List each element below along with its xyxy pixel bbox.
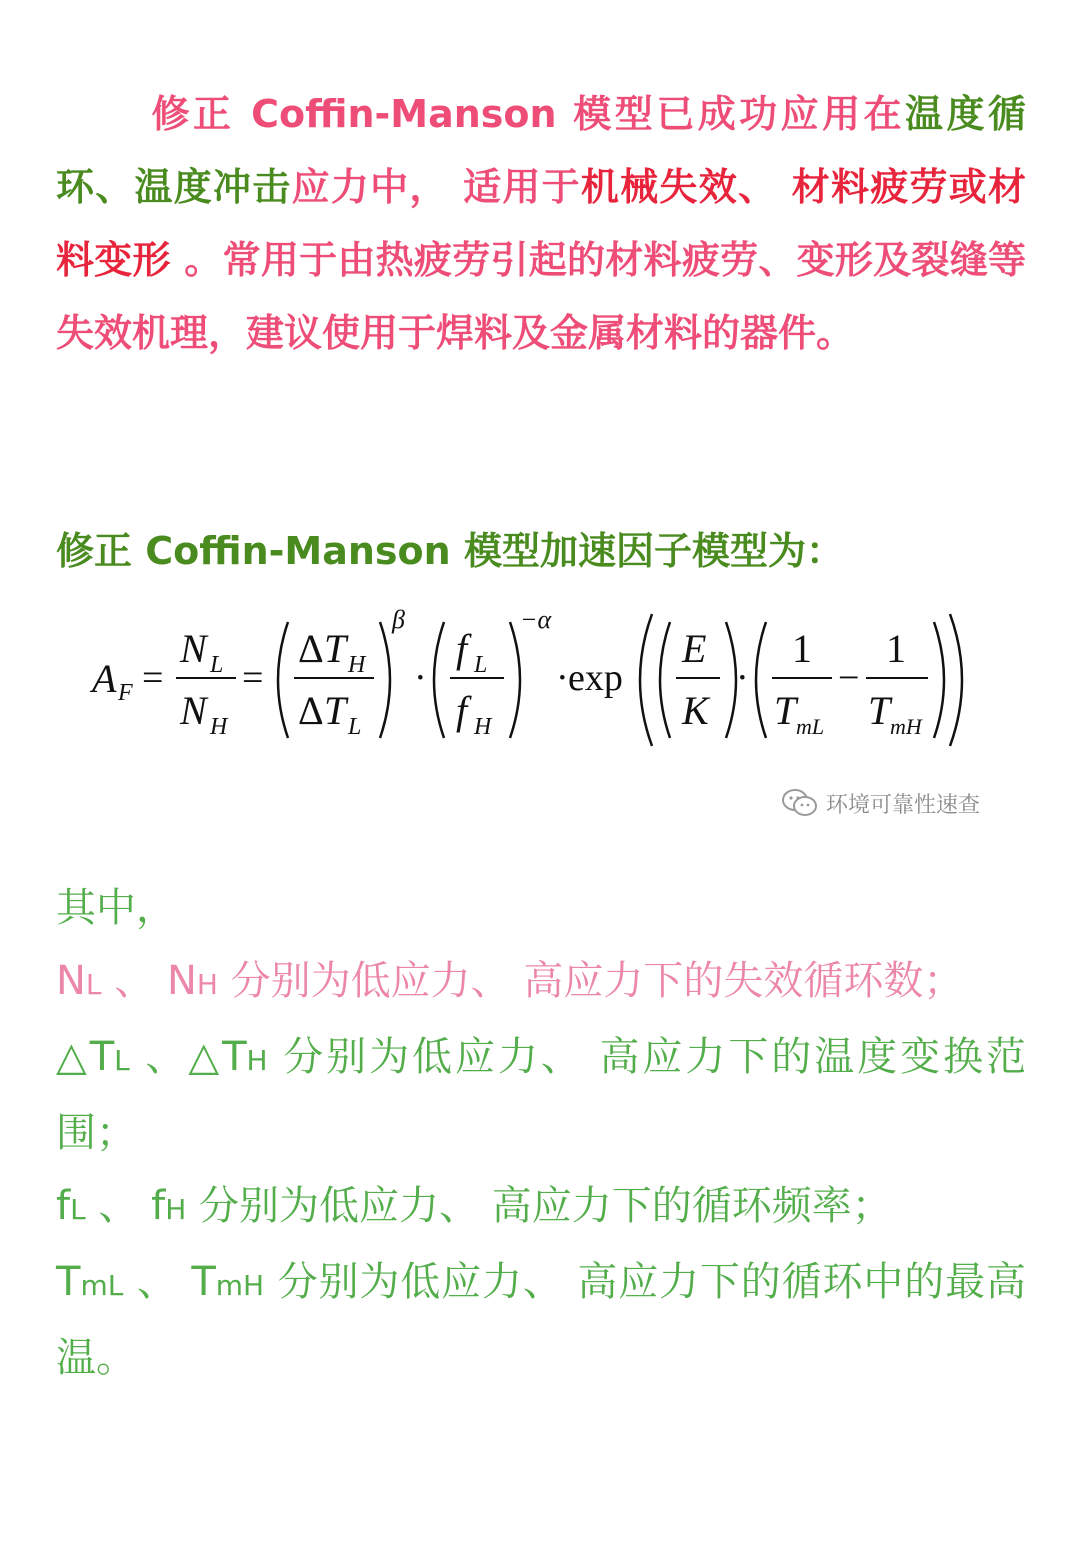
highlight-failure-modes: 机械失效、 材料疲劳或材料变形 <box>56 165 1027 282</box>
formula-one-2: 1 <box>886 626 906 671</box>
watermark-text: 环境可靠性速查 <box>826 792 981 818</box>
formula-E: E <box>682 626 707 671</box>
intro-text: 修正 Coffin-Manson 模型已成功应用在 <box>148 92 906 136</box>
paren-left-1 <box>278 622 288 738</box>
formula-T-bottom: T <box>324 688 347 733</box>
formula-minus: − <box>838 657 860 699</box>
definition-f <box>56 1170 1026 1246</box>
formula-L-sub-top: L <box>210 652 224 678</box>
def-Tm-H-sub: mH <box>215 1269 265 1302</box>
def-Tm-text: 分别为低应力、 高应力下的循环中的最高温。 <box>56 1259 1026 1381</box>
formula-L-sub: L <box>348 714 362 740</box>
formula-T-mH: T <box>868 688 891 733</box>
formula-graphic <box>80 600 980 760</box>
def-Tm-L-sub: mL <box>80 1269 124 1302</box>
formula-H-sub-bottom: H <box>210 714 228 740</box>
def-dT-L: △T <box>56 1034 115 1080</box>
paren-right-2 <box>510 622 520 738</box>
def-N-sep: 、 <box>101 958 167 1004</box>
formula-dot-3: · <box>736 657 749 699</box>
def-N-text: 分别为低应力、 高应力下的失效循环数； <box>217 958 964 1004</box>
def-dT-H-sub: H <box>246 1044 268 1077</box>
formula-exp: exp <box>568 657 623 699</box>
def-dT-text: 分别为低应力、 高应力下的温度变换范围； <box>56 1034 1026 1156</box>
paren-left-3 <box>660 622 670 738</box>
def-f-H: f <box>151 1183 166 1229</box>
formula-mL-sub: mL <box>796 714 825 739</box>
highlight-temperature-cycling: 温度循环、温度冲击 <box>56 92 1026 209</box>
paren-left-2 <box>434 622 444 738</box>
formula-N-top: N <box>180 626 207 671</box>
def-dT-L-sub: L <box>114 1044 130 1077</box>
def-N-H-sub: H <box>196 968 218 1001</box>
definition-N <box>56 945 1026 1021</box>
definition-Tm <box>56 1246 1026 1395</box>
formula-f-bottom: f <box>456 688 468 733</box>
formula-neg-alpha: −α <box>520 605 552 634</box>
formula-equals-1: = <box>142 657 164 699</box>
paren-left-outer <box>640 614 652 746</box>
formula-delta-bottom: Δ <box>298 688 324 733</box>
def-f-H-sub: H <box>165 1193 187 1226</box>
def-Tm-L: T <box>56 1259 81 1305</box>
paren-right-4 <box>934 622 944 738</box>
formula-K: K <box>682 688 709 733</box>
wechat-icon <box>780 787 820 819</box>
formula-one-1: 1 <box>792 626 812 671</box>
formula-dot-2: · <box>556 657 569 699</box>
formula-F-sub: F <box>118 680 133 706</box>
def-f-text: 分别为低应力、 高应力下的循环频率； <box>186 1183 892 1229</box>
intro-paragraph <box>56 78 1026 370</box>
def-Tm-sep: 、 <box>123 1259 192 1305</box>
paren-right-1 <box>380 622 390 738</box>
watermark <box>780 783 980 823</box>
formula-A: A <box>92 656 117 701</box>
def-N-L-sub: L <box>85 968 102 1001</box>
formula-T-top: T <box>324 626 347 671</box>
formula-delta-top: Δ <box>298 626 324 671</box>
formula-dot-1: · <box>414 657 427 699</box>
def-Tm-H: T <box>191 1259 216 1305</box>
def-N-H: N <box>166 958 197 1004</box>
intro-text-2: 应力中， 适用于 <box>291 165 581 209</box>
acceleration-factor-formula <box>80 600 980 760</box>
formula-fH-sub: H <box>474 714 492 740</box>
formula-mH-sub: mH <box>890 714 922 739</box>
definitions <box>56 872 1026 1395</box>
formula-beta: β <box>392 605 405 634</box>
definitions-intro: 其中， <box>56 885 176 931</box>
formula-N-bottom: N <box>180 688 207 733</box>
formula-H-sub: H <box>348 652 366 678</box>
formula-fL-sub: L <box>474 652 488 678</box>
def-dT-sep: 、 <box>129 1034 189 1080</box>
definition-deltaT <box>56 1021 1026 1170</box>
def-N-L: N <box>56 958 86 1004</box>
intro-text-3: 。常用于由热疲劳引起的材料疲劳、变形及裂缝等失效机理，建议使用于焊料及金属材料的器件。 <box>56 238 1026 355</box>
paren-right-outer <box>950 614 962 746</box>
formula-T-mL: T <box>774 688 797 733</box>
def-dT-H: △T <box>188 1034 247 1080</box>
paren-left-4 <box>756 622 766 738</box>
def-f-L: f <box>56 1183 71 1229</box>
paren-right-3 <box>726 622 736 738</box>
formula-f-top: f <box>456 626 468 671</box>
formula-equals-2: = <box>242 657 264 699</box>
section-heading: 修正 Coffin-Manson 模型加速因子模型为： <box>56 529 844 573</box>
def-f-L-sub: L <box>70 1193 86 1226</box>
def-f-sep: 、 <box>85 1183 152 1229</box>
